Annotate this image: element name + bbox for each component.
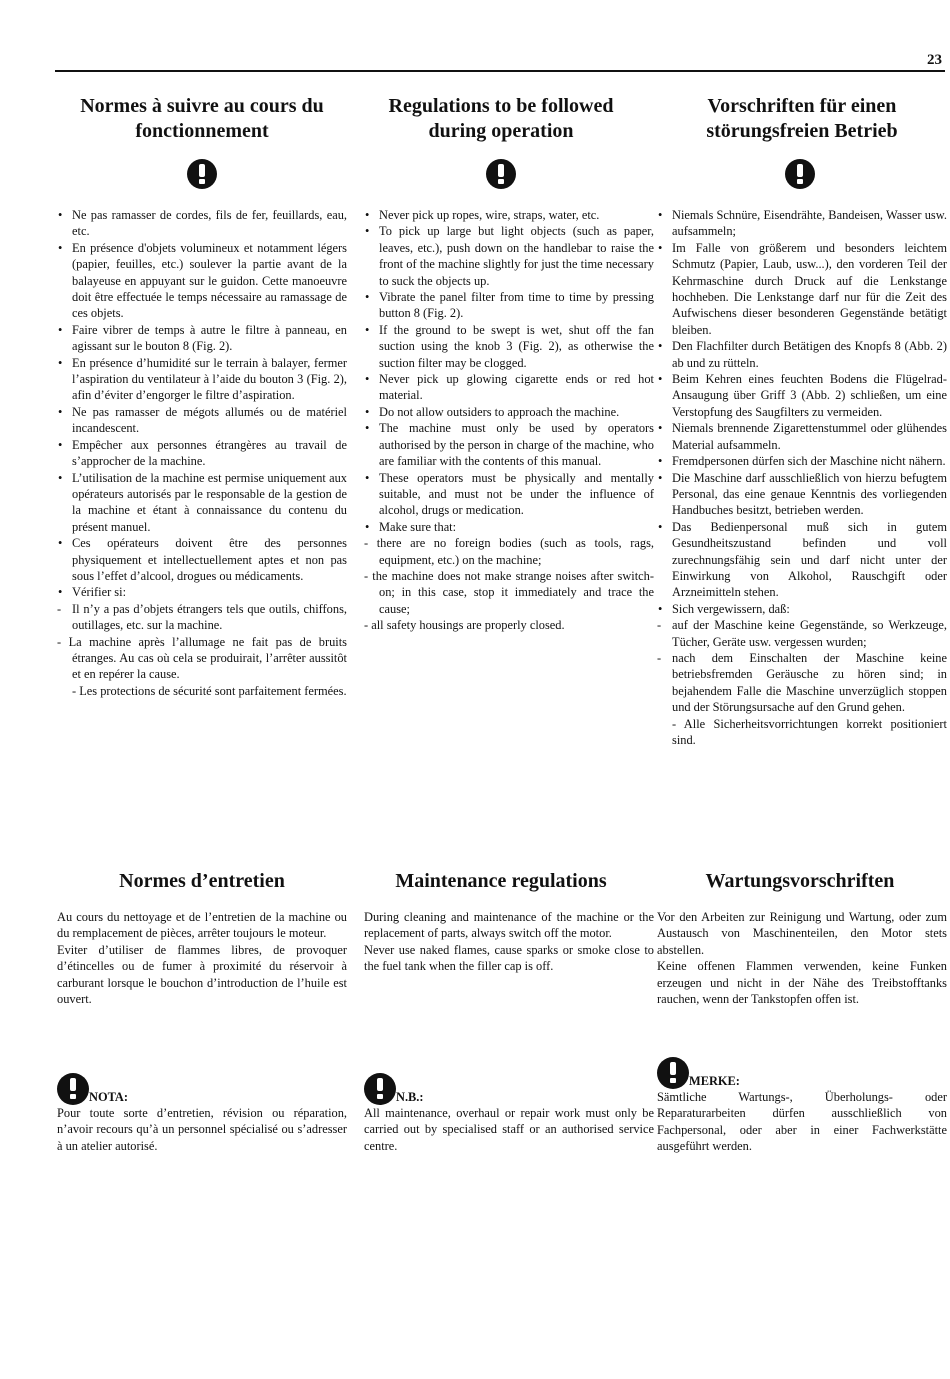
list-item: • Ne pas ramasser de cordes, fils de fer, feuillards, eau, etc. <box>57 207 347 240</box>
heading-line: during operation <box>428 120 574 142</box>
rules-list <box>57 207 347 699</box>
heading-operation-de <box>657 94 947 144</box>
exclamation-icon <box>657 1057 689 1089</box>
note-header <box>57 1073 347 1105</box>
list-item: - La machine après l’allumage ne fait pas de bruits étranges. Au cas où cela se produirait, l’arrêter aussitôt et en repérer la cause. <box>57 634 347 682</box>
list-item: • Never pick up ropes, wire, straps, water, etc. <box>364 207 654 223</box>
header-rule <box>55 70 945 72</box>
dash-marker: - <box>657 650 662 665</box>
list-item: • Niemals brennende Zigarettenstummel oder glühendes Material aufsammeln. <box>657 420 947 453</box>
list-item: • Fremdpersonen dürfen sich der Maschine nicht nähern. <box>657 453 947 469</box>
list-item-text: auf der Maschine keine Gegenstände, so Werkzeuge, Tücher, Geräte usw. vergessen wurden; <box>672 618 947 649</box>
heading-line: Vorschriften für einen <box>707 95 897 117</box>
note-en <box>364 1073 654 1154</box>
dash-marker: - <box>57 601 62 616</box>
list-item: • Den Flachfilter durch Betätigen des Knopfs 8 (Abb. 2) ab und zu rütteln. <box>657 338 947 371</box>
list-item: • If the ground to be swept is wet, shut off the fan suction using the knob 3 (Fig. 2), as otherwise the suction filter may be clogged. <box>364 322 654 371</box>
list-item: - there are no foreign bodies (such as tools, rags, equipment, etc.) on the machine; <box>364 536 654 567</box>
heading-maintenance-fr: Normes d’entretien <box>119 870 285 892</box>
list-item: • Never pick up glowing cigarette ends or red hot material. <box>364 371 654 404</box>
list-item: • Das Bedienpersonal muß sich in gutem Gesundheitszustand befinden und voll zurechnungsfähig sein und darf nicht unter der Einwirkung von Alkohol, Rauschgift oder Arzneimitteln stehen. <box>657 519 947 601</box>
list-item: • To pick up large but light objects (such as paper, leaves, etc.), push down on the handlebar to raise the front of the machine slightly for just the time necessary to suck the objects up. <box>364 223 654 289</box>
exclamation-icon <box>364 1073 396 1105</box>
paragraph: Keine offenen Flammen verwenden, keine Funken erzeugen und nicht in der Nähe des Treibstofftanks rauchen, wenn der Tankstopfen offen ist. <box>657 959 947 1007</box>
list-item <box>57 601 347 634</box>
list-item: • L’utilisation de la machine est permise uniquement aux opérateurs autorisés par le responsable de la gestion de la machine et étant à connaissance du contenu du présent manuel. <box>57 470 347 536</box>
list-item: - Alle Sicherheitsvorrichtungen korrekt positioniert sind. <box>672 716 947 747</box>
warning-icon-fr <box>57 159 347 194</box>
note-text: All maintenance, overhaul or repair work must only be carried out by specialised staff or an authorised service centre. <box>364 1106 654 1153</box>
exclamation-icon <box>187 159 217 189</box>
heading-maintenance-de: Wartungsvorschriften <box>705 870 895 892</box>
list-item: - Les protections de sécurité sont parfaitement fermées. <box>72 683 347 698</box>
list-item: - all safety housings are properly closed. <box>364 618 565 633</box>
list-item: • These operators must be physically and mentally suitable, and must not be under the influence of alcohol, drugs or medication. <box>364 470 654 519</box>
paragraph: During cleaning and maintenance of the machine or the replacement of parts, always switch off the motor. <box>364 910 654 941</box>
list-item-text: Il n’y a pas d’objets étrangers tels que outils, chiffons, outillages, etc. sur la machine. <box>72 601 347 633</box>
paragraph: Eviter d’utiliser de flammes libres, de provoquer d’étincelles ou de fumer à proximité du réservoir à carburant lorsque le bouchon d’introduction de l’huile est ouvert. <box>57 942 347 1007</box>
maintenance-text-en <box>364 909 654 975</box>
list-item: • Do not allow outsiders to approach the machine. <box>364 404 654 420</box>
list-item <box>657 650 947 716</box>
note-label: NOTA: <box>89 1089 129 1104</box>
list-item: • The machine must only be used by operators authorised by the person in charge of the machine, who are familiar with the contents of this manual. <box>364 420 654 469</box>
list-item: • Sich vergewissern, daß: <box>657 601 947 617</box>
rules-list <box>657 207 947 748</box>
paragraph: Vor den Arbeiten zur Reinigung und Wartung, oder zum Austausch von Maschinenteilen, den Motor stets abstellen. <box>657 910 947 957</box>
list-item: • Vibrate the panel filter from time to time by pressing button 8 (Fig. 2). <box>364 289 654 322</box>
list-item: - the machine does not make strange noises after switch-on; in this case, stop it immediately and trace the cause; <box>364 568 654 616</box>
note-label: MERKE: <box>689 1073 740 1088</box>
list-item: • Beim Kehren eines feuchten Bodens die Flügelrad-Ansaugung über Griff 3 (Abb. 2) schließen, um eine Verstopfung des Saugfilters zu vermeiden. <box>657 371 947 420</box>
list-item: • Im Falle von größerem und besonders leichtem Schmutz (Papier, Laub, usw...), den vorderen Teil der Kehrmaschine durch Druck auf die Lenkstange hochheben. Die Lenkstange darf nur für die Zeit des Aufwischens dieser besonderen Gegenstände betätigt bleiben. <box>657 240 947 338</box>
list-item: • En présence d'objets volumineux et notamment légers (papier, feuilles, etc.) soulever la partie avant de la balayeuse en appuyant sur le guidon. Cette manoeuvre doit être effectuée le temps nécessaire au ramassage de ces objets. <box>57 240 347 322</box>
note-text: Sämtliche Wartungs-, Überholungs- oder Reparaturarbeiten dürfen ausschließlich von Fachpersonal, oder aber in einer Fachwerkstätte ausgeführt werden. <box>657 1090 947 1154</box>
list-item: • En présence d’humidité sur le terrain à balayer, fermer l’aspiration du ventilateur à l’aide du bouton 3 (Fig. 2), afin d’éviter d’engorger le filtre d’aspiration. <box>57 355 347 404</box>
note-header <box>657 1057 947 1089</box>
heading-operation-fr <box>57 94 347 144</box>
note-fr <box>57 1073 347 1154</box>
note-de <box>657 1057 947 1155</box>
list-item: • Niemals Schnüre, Eisendrähte, Bandeisen, Wasser usw. aufsammeln; <box>657 207 947 240</box>
paragraph: Au cours du nettoyage et de l’entretien de la machine ou du remplacement de pièces, arrêter toujours le moteur. <box>57 910 347 941</box>
dash-marker: - <box>657 618 662 633</box>
operation-list-en <box>364 207 654 634</box>
list-item: • Make sure that: <box>364 519 654 535</box>
list-item-text: nach dem Einschalten der Maschine keine betriebsfremden Geräusche zu hören sind; in bejahendem Falle die Maschine unverzüglich stoppen und der Störungsursache auf den Grund gehen. <box>672 650 947 715</box>
exclamation-icon <box>57 1073 89 1105</box>
heading-line: störungsfreien Betrieb <box>706 120 898 142</box>
heading-maintenance-en: Maintenance regulations <box>395 870 607 892</box>
heading-operation-en <box>356 94 646 144</box>
paragraph: Never use naked flames, cause sparks or smoke close to the fuel tank when the filler cap is off. <box>364 942 654 974</box>
warning-icon-en <box>356 159 646 194</box>
list-item: • Die Maschine darf ausschließlich von hierzu befugtem Personal, das eine genaue Kenntnis des vorliegenden Handbuches besitzt, betrieben werden. <box>657 470 947 519</box>
operation-list-de <box>657 207 947 748</box>
note-label: N.B.: <box>396 1089 424 1104</box>
heading-line: fonctionnement <box>135 120 269 142</box>
exclamation-icon <box>785 159 815 189</box>
list-item <box>657 617 947 650</box>
maintenance-text-fr <box>57 909 347 1007</box>
list-item: • Ces opérateurs doivent être des personnes physiquement et intellectuellement aptes et non pas sous l’effet d’alcool, drogues ou médicaments. <box>57 535 347 584</box>
note-header <box>364 1073 654 1105</box>
page-number: 23 <box>927 52 942 68</box>
rules-list <box>364 207 654 634</box>
list-item: • Vérifier si: <box>57 584 347 600</box>
operation-list-fr <box>57 207 347 699</box>
exclamation-icon <box>486 159 516 189</box>
heading-line: Normes à suivre au cours du <box>80 95 324 117</box>
list-item: • Faire vibrer de temps à autre le filtre à panneau, en agissant sur le bouton 8 (Fig. 2). <box>57 322 347 355</box>
warning-icon-de <box>655 159 945 194</box>
note-text: Pour toute sorte d’entretien, révision ou réparation, n’avoir recours qu’à un personnel spécialisé ou s’adresser à un atelier autorisé. <box>57 1106 347 1153</box>
list-item: • Ne pas ramasser de mégots allumés ou de matériel incandescent. <box>57 404 347 437</box>
list-item: • Empêcher aux personnes étrangères au travail de s’approcher de la machine. <box>57 437 347 470</box>
maintenance-text-de <box>657 909 947 1007</box>
heading-line: Regulations to be followed <box>388 95 614 117</box>
